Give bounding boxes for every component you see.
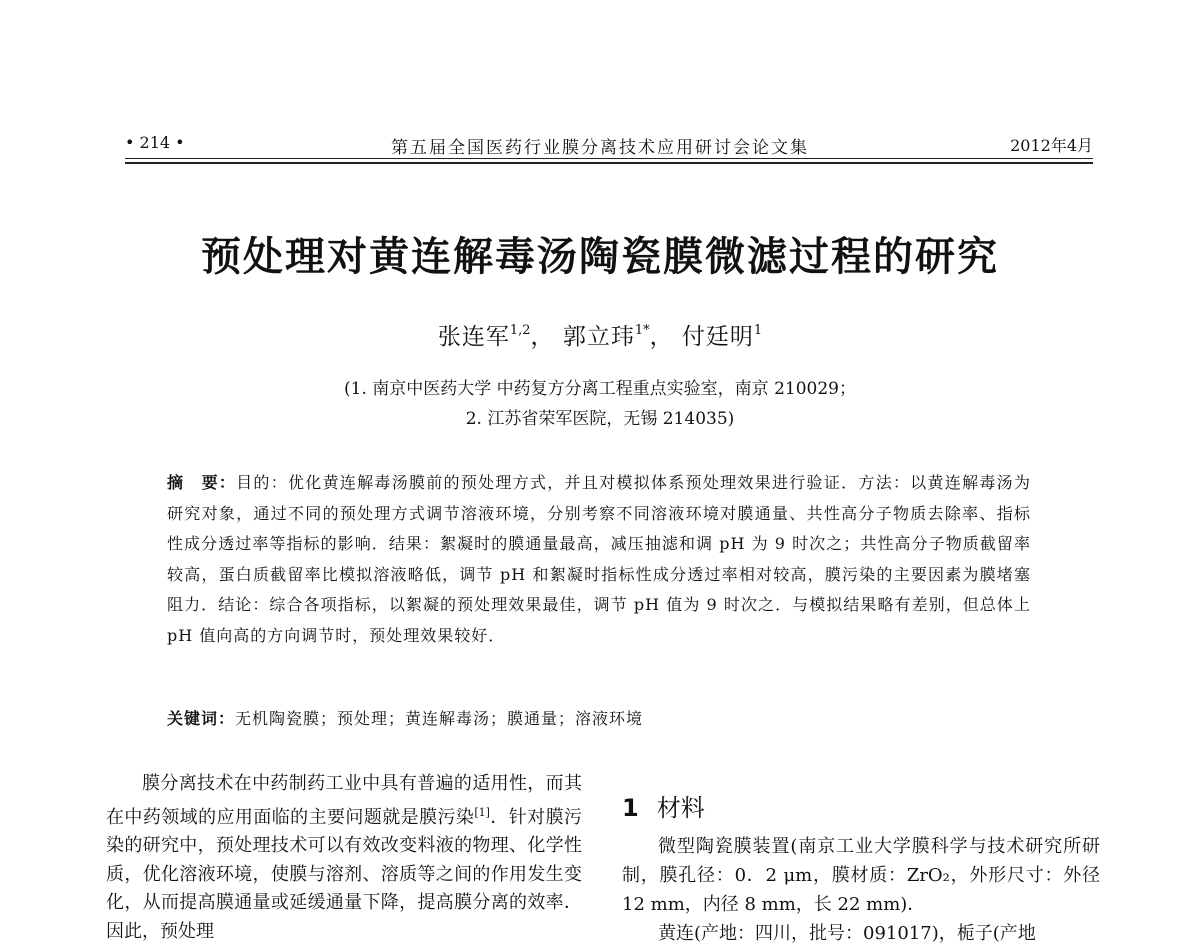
body-paragraph: [106, 770, 582, 946]
publication-date: 2012年4月: [1010, 136, 1093, 155]
paper-title: 预处理对黄连解毒汤陶瓷膜微滤过程的研究: [201, 233, 999, 280]
body-right-column: [622, 832, 1100, 948]
author-name: 付廷明: [681, 324, 754, 350]
author-separator: ，: [530, 324, 555, 350]
header-rule-thick: [125, 162, 1093, 164]
author-affiliation-mark: 1: [753, 323, 763, 338]
affiliation-2: 2. 江苏省荣军医院，无锡 214035): [465, 409, 735, 429]
keywords-label: 关键词：: [167, 709, 236, 728]
keywords: [167, 706, 1031, 729]
running-header: [125, 133, 1093, 159]
body-paragraph: 微型陶瓷膜装置(南京工业大学膜科学与技术研究所研制，膜孔径：0．2 μm，膜材质：ZrO₂，外形尺寸：外径 12 mm，内径 8 mm，长 22 mm)．: [622, 836, 1100, 915]
body-paragraph: 黄连(产地：四川，批号：091017)，栀子(产地: [658, 923, 1036, 944]
author-name: 郭立玮: [562, 324, 635, 350]
body-text: ．针对膜污染的研究中，预处理技术可以有效改变料液的物理、化学性质，优化溶液环境，使膜与溶剂、溶质等之间的作用发生变化，从而提高膜通量或延缓通量下降，提高膜分离的效率．因此，预处理: [106, 806, 583, 942]
author-name: 张连军: [437, 324, 510, 350]
abstract: [167, 468, 1031, 651]
author-affiliation-mark: 1*: [634, 323, 650, 338]
abstract-text: 目的：优化黄连解毒汤膜前的预处理方式，并且对模拟体系预处理效果进行验证．方法：以黄连解毒汤为研究对象，通过不同的预处理方式调节溶液环境，分别考察不同溶液环境对膜通量、共性高分子物质去除率、指标性成分透过率等指标的影响．结果：絮凝时的膜通量最高，减压抽滤和调 pH 为 9 时次之；共性高分子物质截留率较高，蛋白质截留率比模拟溶液略低，调节 pH 和絮凝时指标性成分透过率相对较高，膜污染的主要因素为膜堵塞阻力．结论：综合各项指标，以絮凝的预处理效果最佳，调节 pH 值为 9 时次之．与模拟结果略有差别，但总体上 pH 值向高的方向调节时，预处理效果较好．: [167, 473, 1031, 645]
section-title: 材料: [656, 794, 705, 822]
author-affiliation-mark: 1,2: [509, 323, 531, 338]
header-rule-thin: [125, 158, 1093, 159]
citation-ref: [1]: [474, 805, 490, 819]
affiliation-1: (1. 南京中医药大学 中药复方分离工程重点实验室，南京 210029；: [344, 379, 856, 399]
page-number: • 214 •: [125, 133, 185, 152]
body-left-column: [106, 770, 582, 946]
journal-title: 第五届全国医药行业膜分离技术应用研讨会论文集: [391, 138, 809, 158]
abstract-label: 摘 要：: [167, 473, 237, 492]
section-number: 1: [622, 794, 639, 822]
section-heading: [622, 788, 705, 823]
body-text: 膜分离技术在中药制药工业中具有普遍的适用性，而其在中药领域的应用面临的主要问题就是膜污染: [106, 773, 582, 828]
author-separator: ，: [649, 324, 674, 350]
author-list: [0, 318, 1200, 351]
keywords-text: 无机陶瓷膜；预处理；黄连解毒汤；膜通量；溶液环境: [235, 709, 644, 728]
